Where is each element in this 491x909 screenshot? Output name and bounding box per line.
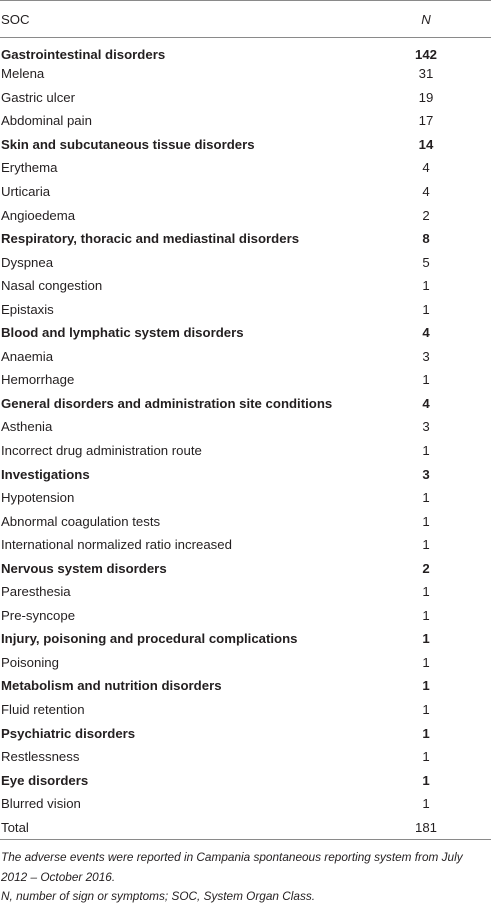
category-count: 1 [422, 631, 430, 647]
category-count: 2 [422, 560, 430, 576]
category-count: 4 [422, 395, 430, 411]
table-row [0, 297, 491, 321]
table-row [0, 345, 491, 369]
event-count: 3 [422, 348, 430, 364]
table-row [0, 86, 491, 110]
category-label: Injury, poisoning and procedural complications [1, 631, 298, 647]
table-row [0, 580, 491, 604]
total-count: 181 [391, 816, 491, 840]
event-label: Gastric ulcer [1, 89, 76, 105]
table-row [0, 109, 491, 133]
category-count: 1 [422, 725, 430, 741]
category-label: Psychiatric disorders [1, 725, 136, 741]
event-label: Urticaria [1, 184, 51, 199]
event-label: Blurred vision [1, 796, 81, 812]
event-label: Abdominal pain [1, 113, 92, 129]
category-row [0, 556, 491, 580]
event-count: 4 [422, 184, 430, 199]
event-label: Abnormal coagulation tests [1, 513, 161, 529]
event-label: Angioedema [1, 207, 76, 223]
event-count: 1 [422, 372, 430, 388]
category-row [0, 674, 491, 698]
category-row [0, 627, 491, 651]
category-count: 14 [418, 136, 434, 152]
category-label: Investigations [1, 466, 90, 482]
table-row [0, 156, 491, 180]
category-label: Skin and subcutaneous tissue disorders [1, 136, 255, 152]
event-count: 4 [422, 160, 430, 176]
table-body [0, 38, 491, 840]
event-count: 1 [422, 278, 430, 294]
table-row [0, 180, 491, 204]
table-row [0, 439, 491, 463]
table-row [0, 203, 491, 227]
table-row [0, 250, 491, 274]
total-row [0, 816, 491, 840]
footnote-abbreviations: N, number of sign or symptoms; SOC, System Organ Class. [1, 889, 316, 903]
category-count: 1 [422, 678, 430, 694]
table-row [0, 368, 491, 392]
event-count: 1 [422, 537, 430, 553]
table-row [0, 698, 491, 722]
category-label: Gastrointestinal disorders [1, 47, 166, 62]
event-label: Poisoning [1, 654, 59, 670]
category-count: 8 [422, 231, 430, 247]
event-count: 1 [422, 796, 430, 812]
category-label: Respiratory, thoracic and mediastinal disorders [1, 231, 300, 247]
category-count: 4 [422, 325, 430, 341]
event-label: Incorrect drug administration route [1, 443, 202, 459]
event-label: Asthenia [1, 419, 53, 435]
category-label: Blood and lymphatic system disorders [1, 325, 244, 341]
event-count: 31 [418, 66, 434, 82]
table-footnotes [1, 848, 489, 907]
table-row [0, 415, 491, 439]
event-label: Pre-syncope [1, 607, 76, 623]
event-count: 1 [422, 749, 430, 765]
total-label: Total [0, 816, 391, 840]
table-row [0, 274, 491, 298]
category-row [0, 321, 491, 345]
event-label: Nasal congestion [1, 278, 103, 294]
event-count: 1 [422, 584, 430, 600]
category-row [0, 227, 491, 251]
table-row [0, 509, 491, 533]
event-label: Fluid retention [1, 702, 85, 718]
category-count: 142 [414, 47, 437, 62]
category-count: 1 [422, 772, 430, 788]
category-label: Metabolism and nutrition disorders [1, 678, 222, 694]
table-row [0, 533, 491, 557]
event-label: Hypotension [1, 490, 75, 506]
category-count: 3 [422, 466, 430, 482]
table-row [0, 792, 491, 816]
event-label: Epistaxis [1, 301, 54, 317]
category-row [0, 392, 491, 416]
event-label: Melena [1, 66, 45, 82]
category-row [0, 768, 491, 792]
footnote-source: The adverse events were reported in Campania spontaneous reporting system from July 2012 – October 2016. [1, 850, 463, 884]
event-label: Hemorrhage [1, 372, 75, 388]
event-label: Anaemia [1, 348, 54, 364]
category-row [0, 721, 491, 745]
category-label: Eye disorders [1, 772, 89, 788]
event-count: 5 [422, 254, 430, 270]
event-count: 19 [418, 89, 434, 105]
event-count: 1 [422, 301, 430, 317]
category-row [0, 38, 491, 63]
event-count: 3 [422, 419, 430, 435]
event-count: 2 [422, 207, 430, 223]
header-soc: SOC [0, 1, 391, 38]
event-count: 1 [422, 443, 430, 459]
table-row [0, 651, 491, 675]
table-row [0, 745, 491, 769]
event-count: 1 [422, 607, 430, 623]
table-row [0, 604, 491, 628]
event-label: Erythema [1, 160, 58, 176]
table-header [0, 1, 491, 38]
table-row [0, 486, 491, 510]
event-label: Paresthesia [1, 584, 71, 600]
header-row [0, 1, 491, 38]
event-count: 1 [422, 702, 430, 718]
event-label: Dyspnea [1, 254, 54, 270]
event-count: 1 [422, 513, 430, 529]
category-label: General disorders and administration site conditions [1, 395, 333, 411]
category-label: Nervous system disorders [1, 560, 167, 576]
header-n: N [391, 1, 491, 38]
event-label: Restlessness [1, 749, 80, 765]
event-count: 1 [422, 654, 430, 670]
category-row [0, 462, 491, 486]
event-label: International normalized ratio increased [1, 537, 232, 553]
event-count: 17 [418, 113, 434, 129]
event-count: 1 [422, 490, 430, 506]
category-row [0, 133, 491, 157]
table-row [0, 62, 491, 86]
